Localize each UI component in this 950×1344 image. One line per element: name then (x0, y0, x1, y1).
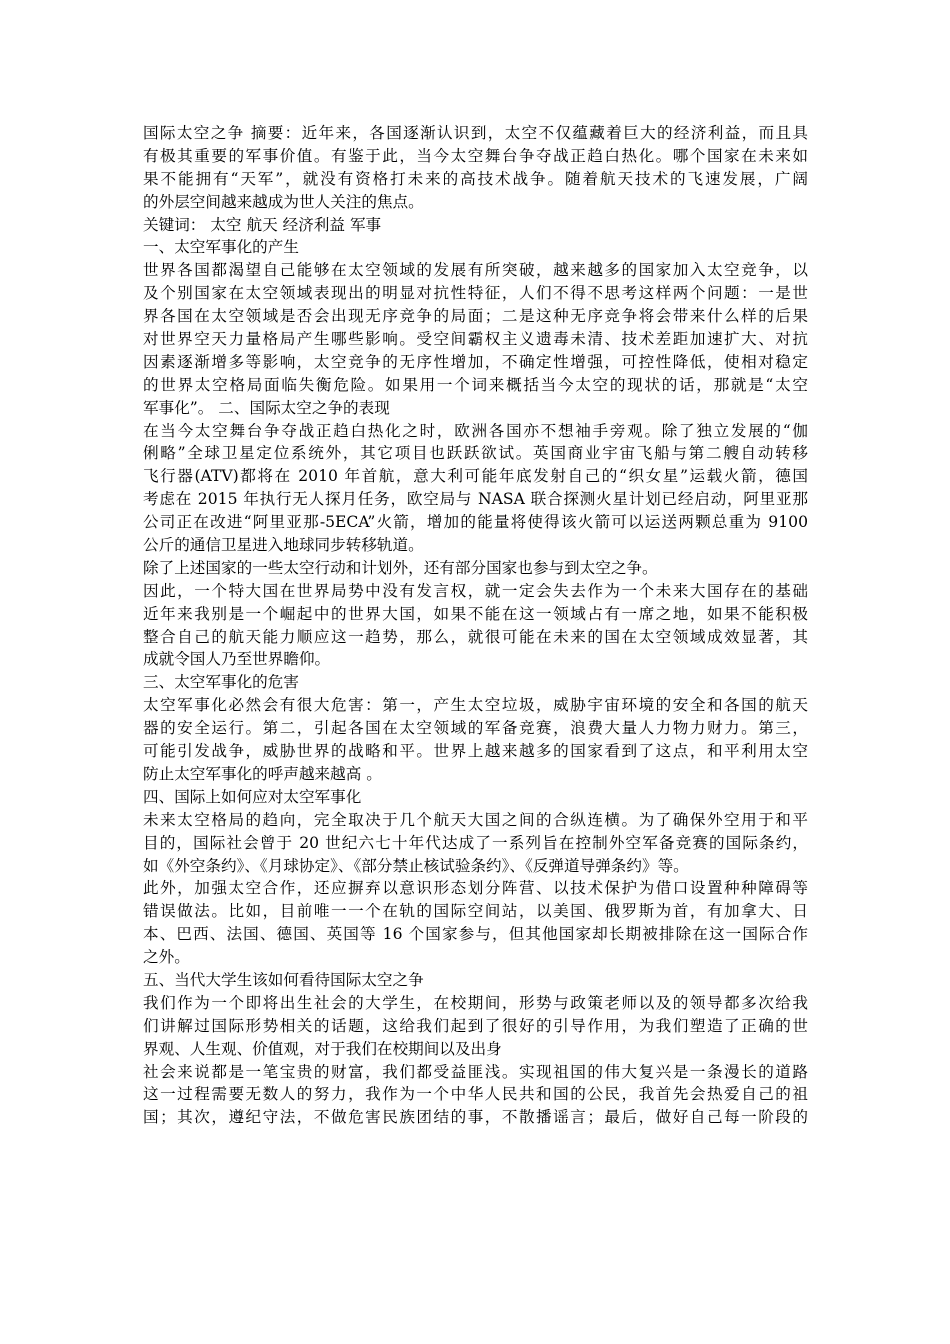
text-line: 三、太空军事化的危害 (143, 673, 299, 692)
text-line: 此外，加强太空合作，还应摒弃以意识形态划分阵营、以技术保护为借口设置种种障碍等 (143, 879, 808, 898)
document-body (143, 122, 808, 1129)
text-line: 界各国在太空领域是否会出现无序竞争的局面；二是这种无序竞争将会带来什么样的后果 (143, 307, 808, 326)
text-line: 及个别国家在太空领域表现出的明显对抗性特征，人们不得不思考这样两个问题：一是世 (143, 284, 808, 303)
text-line: 整合自己的航天能力顺应这一趋势，那么，就很可能在未来的国在太空领域成效显著，其 (143, 627, 808, 646)
text-line: 考虑在 2015 年执行无人探月任务，欧空局与 NASA 联合探测火星计划已经启动，阿里亚那 (143, 490, 808, 509)
text-line: 五、当代大学生该如何看待国际太空之争 (143, 970, 424, 989)
text-line: 这一过程需要无数人的努力，我作为一个中华人民共和国的公民，我首先会热爱自己的祖 (143, 1085, 808, 1104)
text-line: 未来太空格局的趋向，完全取决于几个航天大国之间的合纵连横。为了确保外空用于和平 (143, 810, 808, 829)
text-line: 之外。 (143, 948, 190, 967)
text-line: 世界各国都渴望自己能够在太空领域的发展有所突破，越来越多的国家加入太空竞争，以 (143, 261, 808, 280)
text-line: 们讲解过国际形势相关的话题，这给我们起到了很好的引导作用，为我们塑造了正确的世 (143, 1016, 808, 1035)
text-line: 的世界太空格局面临失衡危险。如果用一个词来概括当今太空的现状的话，那就是“太空 (143, 375, 808, 394)
text-line: 因此，一个特大国在世界局势中没有发言权，就一定会失去作为一个未来大国存在的基础 (143, 581, 808, 600)
text-line: 飞行器(ATV)都将在 2010 年首航，意大利可能年底发射自己的“织女星”运载火箭，德国 (143, 467, 808, 486)
text-line: 公斤的通信卫星进入地球同步转移轨道。 (143, 536, 424, 555)
text-line: 如《外空条约》、《月球协定》、《部分禁止核试验条约》、《反弹道导弹条约》等。 (143, 856, 689, 875)
text-line: 国；其次，遵纪守法，不做危害民族团结的事，不散播谣言；最后，做好自己每一阶段的 (143, 1108, 808, 1127)
text-line: 界观、人生观、价值观，对于我们在校期间以及出身 (143, 1039, 502, 1058)
text-line: 因素逐渐增多等影响，太空竞争的无序性增加，不确定性增强，可控性降低，使相对稳定 (143, 352, 808, 371)
text-line: 错误做法。比如，目前唯一一个在轨的国际空间站，以美国、俄罗斯为首，有加拿大、日 (143, 902, 808, 921)
text-line: 国际太空之争 摘要：近年来，各国逐渐认识到，太空不仅蕴藏着巨大的经济利益，而且具 (143, 124, 808, 142)
text-line: 社会来说都是一笔宝贵的财富，我们都受益匪浅。实现祖国的伟大复兴是一条漫长的道路 (143, 1062, 808, 1081)
text-line: 的外层空间越来越成为世人关注的焦点。 (143, 192, 424, 211)
text-line: 近年来我别是一个崛起中的世界大国，如果不能在这一领域占有一席之地，如果不能积极 (143, 604, 808, 623)
text-line: 公司正在改进“阿里亚那-5ECA”火箭，增加的能量将使得该火箭可以运送两颗总重为 9100 (143, 513, 808, 532)
text-line: 除了上述国家的一些太空行动和计划外，还有部分国家也参与到太空之争。 (143, 558, 658, 577)
text-line: 在当今太空舞台争夺战正趋白热化之时，欧洲各国亦不想袖手旁观。除了独立发展的“伽 (143, 421, 808, 440)
text-line: 防止太空军事化的呼声越来越高 。 (143, 764, 382, 783)
text-line: 俐略”全球卫星定位系统外，其它项目也跃跃欲试。英国商业宇宙飞船与第二艘自动转移 (143, 444, 808, 463)
text-line: 可能引发战争，威胁世界的战略和平。世界上越来越多的国家看到了这点，和平利用太空 (143, 742, 808, 761)
text-line: 关键词： 太空 航天 经济利益 军事 (143, 215, 382, 234)
text-line: 对世界空天力量格局产生哪些影响。受空间霸权主义遗毒未清、技术差距加速扩大、对抗 (143, 330, 808, 349)
text-line: 目的，国际社会曾于 20 世纪六七十年代达成了一系列旨在控制外空军备竞赛的国际条约， (143, 833, 808, 852)
text-line: 有极其重要的军事价值。有鉴于此，当今太空舞台争夺战正趋白热化。哪个国家在未来如 (143, 146, 808, 165)
text-line: 成就令国人乃至世界瞻仰。 (143, 650, 331, 669)
text-line: 本、巴西、法国、德国、英国等 16 个国家参与，但其他国家却长期被排除在这一国际合作 (143, 925, 808, 944)
text-line: 军事化”。 二、国际太空之争的表现 (143, 398, 390, 417)
text-line: 果不能拥有“天军”，就没有资格打未来的高技术战争。随着航天技术的飞速发展，广阔 (143, 169, 808, 188)
text-line: 四、国际上如何应对太空军事化 (143, 787, 362, 806)
text-line: 我们作为一个即将出生社会的大学生，在校期间，形势与政策老师以及的领导都多次给我 (143, 993, 808, 1012)
text-line: 太空军事化必然会有很大危害：第一，产生太空垃圾，威胁宇宙环境的安全和各国的航天 (143, 696, 808, 715)
text-line: 器的安全运行。第二，引起各国在太空领域的军备竞赛，浪费大量人力物力财力。第三， (143, 719, 808, 738)
text-line: 一、太空军事化的产生 (143, 238, 299, 257)
